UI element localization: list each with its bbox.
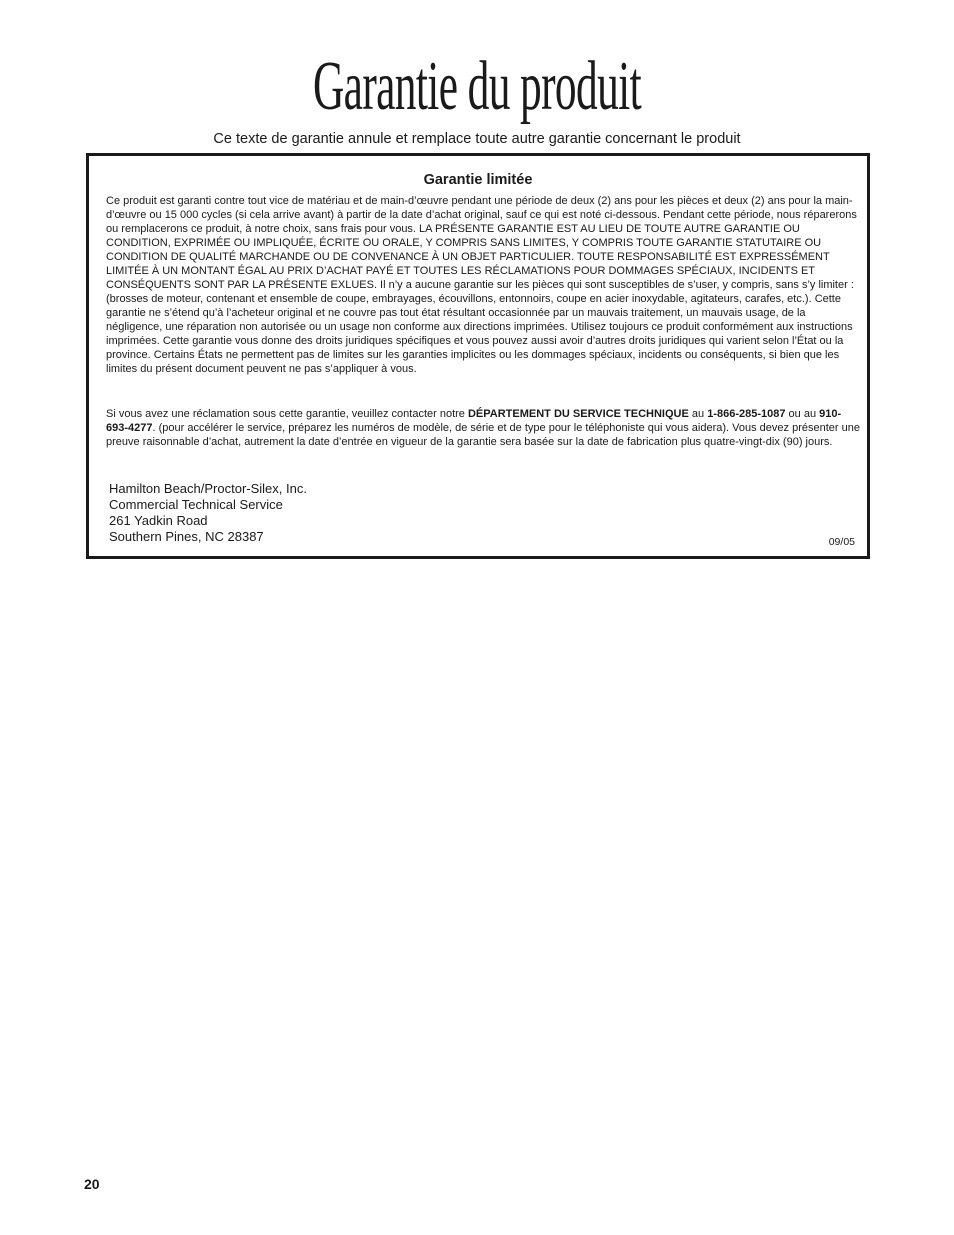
claim-text: au: [688, 408, 708, 420]
address-line: 261 Yadkin Road: [109, 513, 208, 528]
warranty-box: [86, 153, 870, 559]
claim-text: . (pour accélérer le service, préparez les numéros de modèle, de série et de type pour le téléphoniste qui vous aidera). Vous devez présenter une preuve raisonnable d’achat, autrement la date d’entrée en vigueur de la garantie sera basée sur la date de fabrication plus quatre-vingt-dix (90) jours.: [106, 422, 860, 448]
page-number: 20: [84, 1176, 100, 1192]
warranty-paragraph: Ce produit est garanti contre tout vice de matériau et de main-d’œuvre pendant une période de deux (2) ans pour les pièces et deux (2) ans pour la main-d’œuvre ou 15 000 cycles (si cela arrive avant) à partir de la date d’achat original, sauf ce qui est noté ci-dessous. Pendant cette période, nous réparerons ou remplacerons ce produit, à notre choix, sans frais pour vous. LA PRÉSENTE GARANTIE EST AU LIEU DE TOUTE AUTRE GARANTIE OU CONDITION, EXPRIMÉE OU IMPLIQUÉE, ÉCRITE OU ORALE, Y COMPRIS SANS LIMITES, Y COMPRIS TOUTE GARANTIE STATUTAIRE OU CONDITION DE QUALITÉ MARCHANDE OU DE CONVENANCE À UN OBJET PARTICULIER. TOUTE RESPONSABILITÉ EST EXPRESSÉMENT LIMITÉE À UN MONTANT ÉGAL AU PRIX D’ACHAT PAYÉ ET TOUTES LES RÉCLAMATIONS POUR DOMMAGES SPÉCIAUX, INCIDENTS ET CONSÉQUENTS SONT PAR LA PRÉSENTE EXLUES. Il n’y a aucune garantie sur les pièces qui sont susceptibles de s’user, y compris, sans s’y limiter : (brosses de moteur, contenant et ensemble de coupe, embrayages, écouvillons, entonnoirs, coupe en acier inoxydable, agitateurs, carafes, etc.). Cette garantie ne s’étend qu’à l’acheteur original et ne couvre pas tout état résultant occasionnée par un mauvais traitement, un mauvais usage, de la négligence, une réparation non autorisée ou un usage non conforme aux directions imprimées. Utilisez toujours ce produit conformément aux instructions imprimées. Cette garantie vous donne des droits juridiques spécifiques et vous pouvez aussi avoir d’autres droits juridiques qui varient selon l’État ou la province. Certains États ne permettent pas de limites sur les garanties implicites ou les dommages spéciaux, incidents ou conséquents, si bien que les limites du présent document peuvent ne pas s’appliquer à vous.: [106, 195, 857, 375]
phone-number-local: 910-693-4277: [106, 408, 842, 434]
address-line: Commercial Technical Service: [109, 497, 283, 512]
phone-number-tollfree: 1-866-285-1087: [707, 408, 786, 420]
address-line: Southern Pines, NC 28387: [109, 529, 264, 544]
service-address: [109, 481, 307, 545]
claim-paragraph: [106, 407, 861, 449]
page-title: Garantie du produit: [312, 48, 642, 125]
warranty-heading: Garantie limitée: [423, 172, 533, 188]
address-line: Hamilton Beach/Proctor-Silex, Inc.: [109, 481, 307, 496]
service-department: DÉPARTEMENT DU SERVICE TECHNIQUE: [467, 408, 689, 420]
claim-text: Si vous avez une réclamation sous cette garantie, veuillez contacter notre: [106, 408, 468, 420]
claim-text: ou au: [785, 408, 820, 420]
page-subtitle: Ce texte de garantie annule et remplace toute autre garantie concernant le produit: [213, 131, 741, 147]
revision-date: 09/05: [828, 536, 855, 548]
